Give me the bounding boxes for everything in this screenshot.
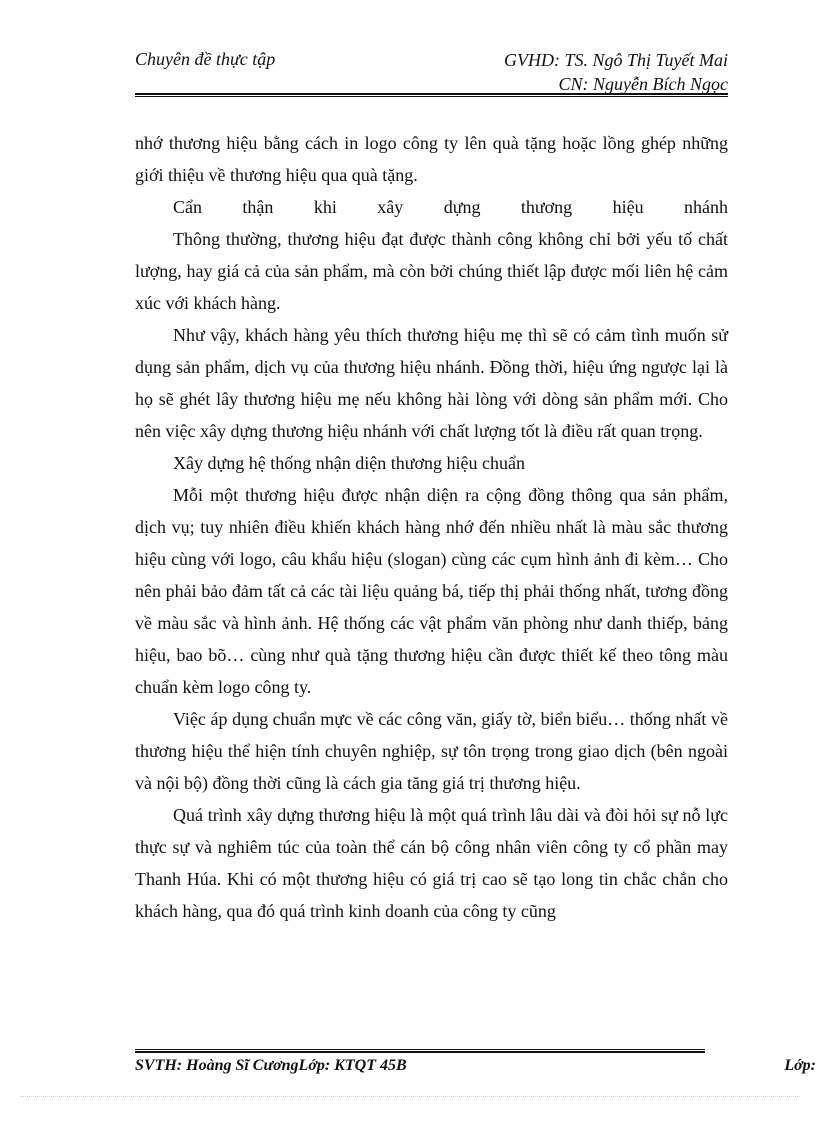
page-bottom-border xyxy=(20,1096,800,1097)
header-supervisor-line: GVHD: TS. Ngô Thị Tuyết Mai xyxy=(503,50,728,70)
paragraph: Như vậy, khách hàng yêu thích thương hiệu mẹ thì sẽ có cảm tình muốn sử dụng sản phẩm, dịch vụ của thương hiệu nhánh. Đồng thời, hiệu ứng ngược lại là họ sẽ ghét lây thương hiệu mẹ nếu không hài lòng với dòng sản phẩm mới. Cho nên việc xây dựng thương hiệu nhánh với chất lượng tốt là điều rất quan trọng. xyxy=(135,325,728,441)
paragraph: Quá trình xây dựng thương hiệu là một quá trình lâu dài và đòi hỏi sự nỗ lực thực sự và nghiêm túc của toàn thể cán bộ công nhân viên công ty cổ phần may Thanh Húa. Khi có một thương hiệu có giá trị cao sẽ tạo long tin chắc chắn cho khách hàng, qua đó quá trình kinh doanh của công ty cũng xyxy=(135,805,728,921)
footer-divider xyxy=(135,1049,705,1053)
header-divider xyxy=(135,93,728,97)
paragraph: nhớ thương hiệu bằng cách in logo công ty lên quà tặng hoặc lồng ghép những giới thiệu về thương hiệu qua quà tặng. xyxy=(135,133,728,185)
section-heading: Cẩn thận khi xây dựng thương hiệu nhánh xyxy=(173,197,728,217)
paragraph: Mỗi một thương hiệu được nhận diện ra cộng đồng thông qua sản phẩm, dịch vụ; tuy nhiên điều khiến khách hàng nhớ đến nhiều nhất là màu sắc thương hiệu cùng với logo, câu khẩu hiệu (slogan) cùng các cụm hình ảnh đi kèm… Cho nên phải bảo đảm tất cả các tài liệu quảng bá, tiếp thị phải thống nhất, tương đồng về màu sắc và hình ảnh. Hệ thống các vật phẩm văn phòng như danh thiếp, bảng hiệu, bao bõ… cùng như quà tặng thương hiệu cần được thiết kế theo tông màu chuẩn kèm logo công ty. xyxy=(135,485,728,697)
body-text xyxy=(135,127,728,927)
section-heading: Xây dựng hệ thống nhận diện thương hiệu chuẩn xyxy=(173,453,525,473)
paragraph: Việc áp dụng chuẩn mực về các công văn, giấy tờ, biển biểu… thống nhất về thương hiệu thể hiện tính chuyên nghiệp, sự tôn trọng trong giao dịch (bên ngoài và nội bộ) đồng thời cũng là cách gia tăng giá trị thương hiệu. xyxy=(135,709,728,793)
footer-class-label: Lớp: xyxy=(784,1057,816,1074)
paragraph: Thông thường, thương hiệu đạt được thành công không chỉ bởi yếu tố chất lượng, hay giá cả của sản phẩm, mà còn bởi chúng thiết lập được mối liên hệ cảm xúc với khách hàng. xyxy=(135,229,728,313)
footer-student-info: SVTH: Hoàng Sĩ CươngLớp: KTQT 45B xyxy=(135,1057,407,1074)
header-supervisor-line: CN: Nguyễn Bích Ngọc xyxy=(558,74,728,94)
header-document-type: Chuyên đề thực tập xyxy=(135,49,276,69)
header-supervisors xyxy=(504,48,728,96)
